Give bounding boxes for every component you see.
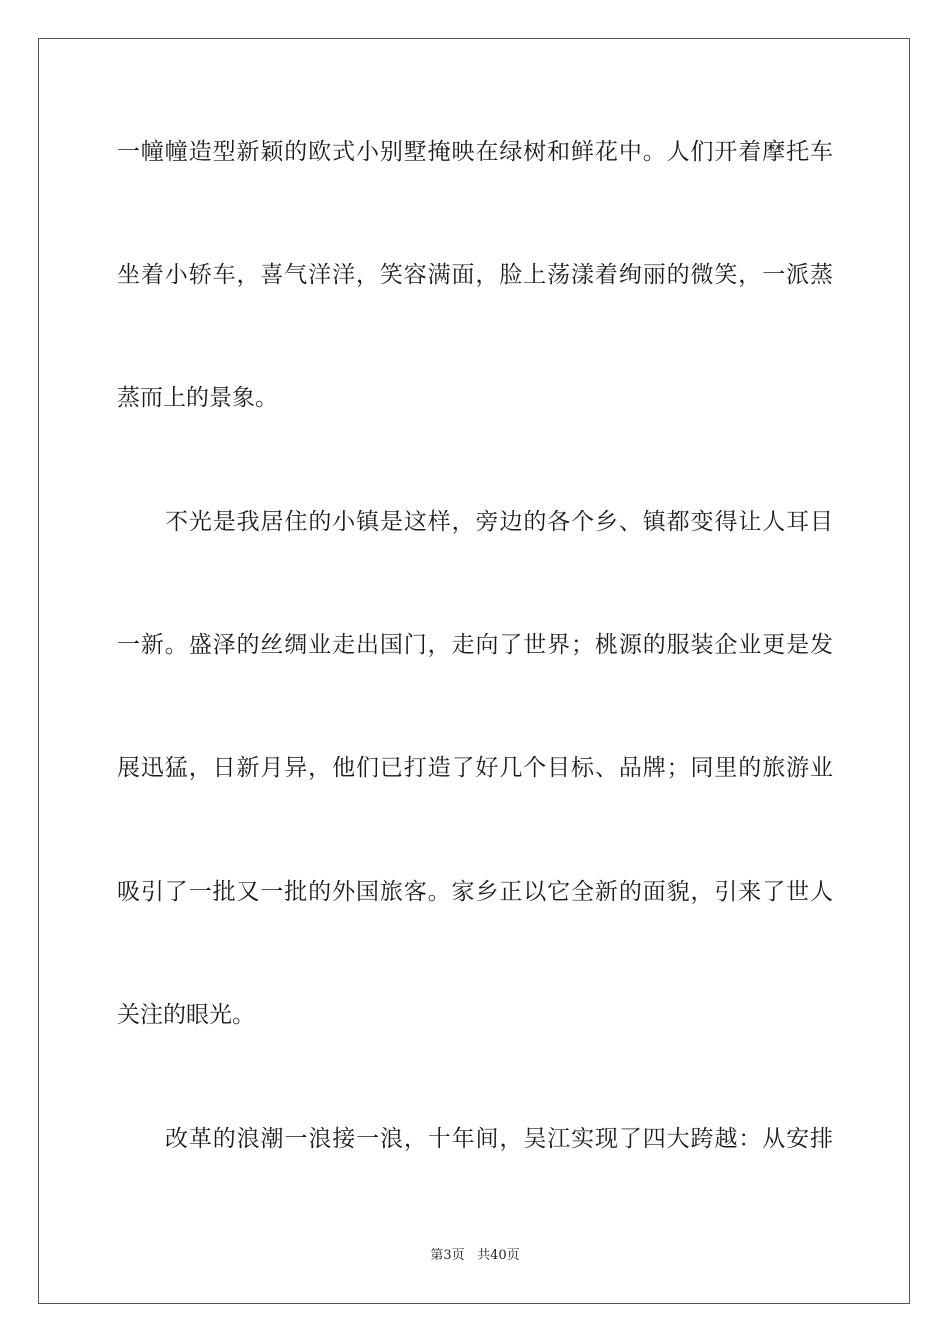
text-line: 蒸而上的景象。 bbox=[117, 385, 278, 411]
text-line: 坐着小轿车，喜气洋洋，笑容满面，脸上荡漾着绚丽的微笑，一派蒸 bbox=[117, 262, 833, 288]
text-line-indented: 不光是我居住的小镇是这样，旁边的各个乡、镇都变得让人耳目 bbox=[165, 509, 833, 535]
page-border bbox=[38, 38, 910, 1304]
text-line: 一幢幢造型新颖的欧式小别墅掩映在绿树和鲜花中。人们开着摩托车 bbox=[117, 139, 833, 165]
text-line: 关注的眼光。 bbox=[117, 1002, 255, 1028]
page-footer bbox=[0, 1247, 950, 1265]
text-line: 吸引了一批又一批的外国旅客。家乡正以它全新的面貌，引来了世人 bbox=[117, 879, 833, 905]
text-line-indented: 改革的浪潮一浪接一浪，十年间，吴江实现了四大跨越：从安排 bbox=[165, 1126, 833, 1152]
text-line: 一新。盛泽的丝绸业走出国门，走向了世界；桃源的服装企业更是发 bbox=[117, 632, 833, 658]
text-line: 展迅猛，日新月异，他们已打造了好几个目标、品牌；同里的旅游业 bbox=[117, 755, 833, 781]
page-total: 共40页 bbox=[477, 1248, 520, 1263]
page-number: 第3页 bbox=[430, 1248, 465, 1263]
